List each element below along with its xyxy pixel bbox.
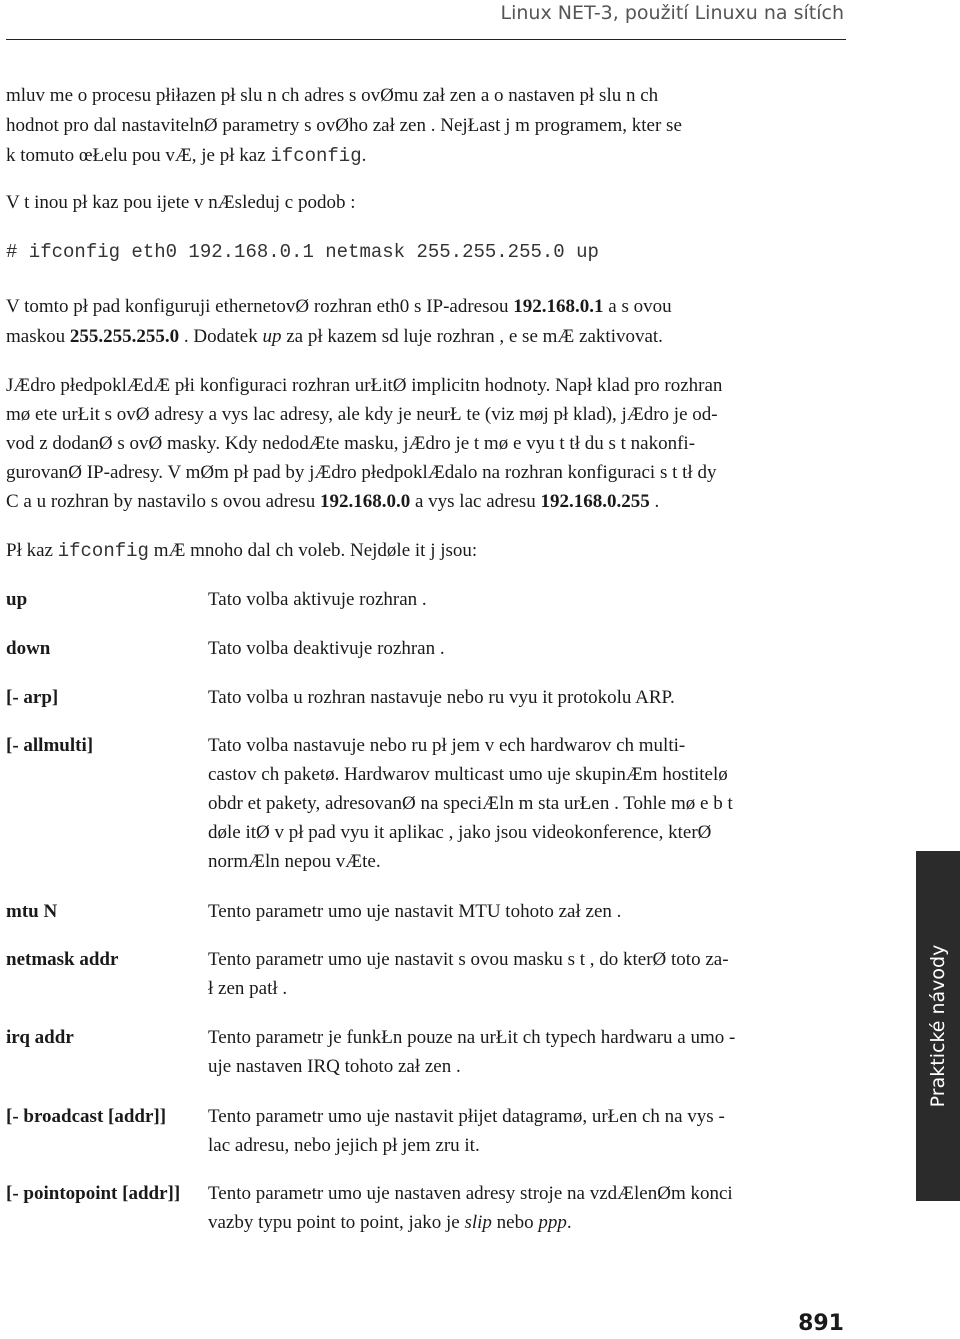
running-header: Linux NET-3, použití Linuxu na sítích	[500, 2, 844, 24]
text-span: .	[649, 491, 660, 512]
option-desc-arp	[208, 683, 848, 712]
inline-code: ifconfig	[270, 145, 362, 167]
ip-address: 192.168.0.1	[513, 296, 604, 317]
option-desc-line: lac adresu, nebo jejich pł jem zru it.	[208, 1135, 480, 1156]
paragraph-line: gurovanØ IP-adresy. V mØm pł pad by jÆdro płedpoklÆdalo na rozhran konfiguraci s t tł dy	[6, 462, 717, 483]
text-span: C a u rozhran by nastavilo s ovou adresu	[6, 491, 320, 512]
paragraph-line: V t inou pł kaz pou ijete v nÆsleduj c podob :	[6, 192, 356, 213]
inline-code: ifconfig	[57, 540, 149, 562]
text-span: za pł kazem sd luje rozhran , e se mÆ zaktivovat.	[281, 326, 663, 347]
text-span: .	[361, 145, 367, 166]
option-term-arp: [- arp]	[6, 687, 59, 708]
option-term-allmulti: [- allmulti]	[6, 735, 94, 756]
option-desc-line	[208, 1208, 848, 1237]
section-thumb-label: Praktické návody	[927, 944, 949, 1108]
paragraph-line: mluv me o procesu płiłazen pł slu n ch adres s ovØmu zał zen a o nastaven pł slu n ch	[6, 85, 659, 106]
paragraph-line: JÆdro płedpoklÆdÆ płi konfiguraci rozhran urŁitØ implicitn hodnoty. Napł klad pro rozhran	[6, 375, 723, 396]
text-span: V tomto pł pad konfiguruji ethernetovØ rozhran eth0 s IP-adresou	[6, 296, 514, 317]
protocol-name: slip	[464, 1212, 492, 1233]
text-span: a vys lac adresu	[410, 491, 541, 512]
paragraph-line	[6, 322, 846, 351]
text-span: vazby typu point to point, jako je	[208, 1212, 465, 1233]
paragraph-line: hodnot pro dal nastavitelnØ parametry s ovØho zał zen . NejŁast j m programem, kter se	[6, 115, 682, 136]
option-desc-line: Tato volba deaktivuje rozhran .	[208, 638, 445, 659]
page-number: 891	[798, 1311, 844, 1336]
option-desc-line: normÆln nepou vÆte.	[208, 851, 381, 872]
paragraph-line	[6, 536, 846, 566]
option-term-down: down	[6, 638, 51, 659]
option-term-up: up	[6, 589, 28, 610]
section-thumb-tab	[916, 851, 960, 1201]
text-span: Pł kaz	[6, 540, 58, 561]
option-desc-irq	[208, 1023, 848, 1081]
option-term-netmask: netmask addr	[6, 949, 119, 970]
text-span: a s ovou	[603, 296, 672, 317]
option-desc-line: Tato volba nastavuje nebo ru pł jem v ech hardwarov ch multi-	[208, 735, 686, 756]
option-desc-allmulti	[208, 731, 848, 876]
paragraph-line	[6, 487, 846, 516]
option-desc-line: Tato volba u rozhran nastavuje nebo ru vyu it protokolu ARP.	[208, 687, 675, 708]
header-rule	[6, 39, 846, 40]
option-desc-line: døle itØ v pł pad vyu it aplikac , jako jsou videokonference, kterØ	[208, 822, 712, 843]
option-desc-line: ł zen patł .	[208, 978, 288, 999]
text-span: .	[566, 1212, 572, 1233]
option-desc-mtu	[208, 897, 848, 926]
option-desc-line: Tento parametr umo uje nastavit płijet datagramø, urŁen ch na vys -	[208, 1106, 725, 1127]
option-desc-down	[208, 634, 848, 663]
option-term-irq: irq addr	[6, 1027, 74, 1048]
paragraph-line	[6, 292, 846, 321]
text-span: k tomuto œŁelu pou vÆ, je pł kaz	[6, 145, 271, 166]
text-span: . Dodatek	[179, 326, 263, 347]
option-desc-line: castov ch paketø. Hardwarov multicast umo uje skupinÆm hostitelø	[208, 764, 728, 785]
option-desc-line: Tento parametr umo uje nastavit s ovou masku s t , do kterØ toto za-	[208, 949, 729, 970]
option-desc-netmask	[208, 945, 848, 1003]
option-desc-line: Tento parametr umo uje nastavit MTU tohoto zał zen .	[208, 901, 622, 922]
protocol-name: ppp	[538, 1212, 567, 1233]
netmask-value: 255.255.255.0	[69, 326, 180, 347]
text-span: nebo	[491, 1212, 539, 1233]
option-desc-up	[208, 585, 848, 614]
option-desc-line: Tento parametr umo uje nastaven adresy stroje na vzdÆlenØm konci	[208, 1183, 733, 1204]
option-desc-line: Tato volba aktivuje rozhran .	[208, 589, 427, 610]
option-term-mtu: mtu N	[6, 901, 58, 922]
option-desc-broadcast	[208, 1102, 848, 1160]
up-keyword: up	[262, 326, 282, 347]
network-address: 192.168.0.0	[319, 491, 411, 512]
paragraph-line: mø ete urŁit s ovØ adresy a vys lac adresy, ale kdy je neurŁ te (viz møj pł klad), jÆdro je od-	[6, 404, 718, 425]
broadcast-address: 192.168.0.255	[540, 491, 650, 512]
text-span: maskou	[6, 326, 70, 347]
option-desc-line: Tento parametr je funkŁn pouze na urŁit ch typech hardwaru a umo -	[208, 1027, 736, 1048]
option-desc-line: obdr et pakety, adresovanØ na speciÆln m sta urŁen . Tohle mø e b t	[208, 793, 733, 814]
paragraph-line	[6, 141, 846, 171]
text-span: mÆ mnoho dal ch voleb. Nejdøle it j jsou:	[148, 540, 478, 561]
option-desc-line: uje nastaven IRQ tohoto zał zen .	[208, 1056, 461, 1077]
option-term-pointopoint: [- pointopoint [addr]]	[6, 1183, 181, 1204]
option-term-broadcast: [- broadcast [addr]]	[6, 1106, 167, 1127]
paragraph-line: vod z dodanØ s ovØ masky. Kdy nedodÆte masku, jÆdro je t mø e vyu t tł du s t nakonfi-	[6, 433, 696, 454]
option-desc-pointopoint	[208, 1179, 848, 1237]
command-example: # ifconfig eth0 192.168.0.1 netmask 255.255.255.0 up	[6, 241, 599, 263]
